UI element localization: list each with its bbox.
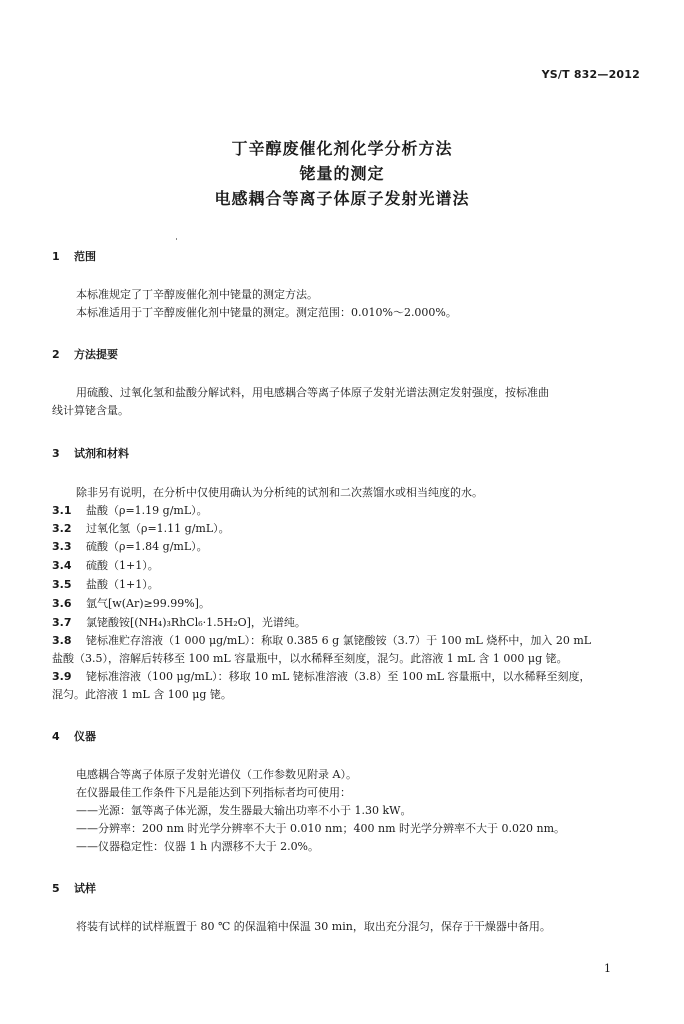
section-title: 方法提要 bbox=[74, 348, 118, 361]
section-1-heading bbox=[52, 248, 96, 264]
item-text: 硫酸（1+1）。 bbox=[86, 559, 159, 572]
section-5-heading bbox=[52, 880, 96, 896]
item-number: 3.2 bbox=[52, 522, 72, 535]
item-text: 盐酸（1+1）。 bbox=[86, 578, 159, 591]
item-text: 硫酸（ρ=1.84 g/mL）。 bbox=[86, 540, 208, 553]
section-number: 1 bbox=[52, 250, 60, 263]
item-text: 氯铑酸铵[(NH₄)₃RhCl₆·1.5H₂O]，光谱纯。 bbox=[86, 616, 306, 629]
item-number: 3.3 bbox=[52, 540, 72, 553]
item-text: 铑标准溶液（100 μg/mL）：移取 10 mL 铑标准溶液（3.8）至 100 mL 容量瓶中，以水稀释至刻度， bbox=[86, 670, 591, 683]
item-text: 盐酸（3.5），溶解后转移至 100 mL 容量瓶中，以水稀释至刻度，混匀。此溶液 1 mL 含 1 000 μg 铑。 bbox=[52, 652, 568, 665]
document-title-line-1: 丁辛醇废催化剂化学分析方法 bbox=[231, 139, 453, 158]
item-number: 3.6 bbox=[52, 597, 72, 610]
page-number: 1 bbox=[604, 962, 611, 975]
scan-speck bbox=[176, 238, 177, 240]
section-number: 3 bbox=[52, 447, 60, 460]
section-4-line: 电感耦合等离子体原子发射光谱仪（工作参数见附录 A）。 bbox=[76, 768, 357, 781]
item-number: 3.9 bbox=[52, 670, 72, 683]
item-text: 盐酸（ρ=1.19 g/mL）。 bbox=[86, 504, 208, 517]
document-title-line-2: 铑量的测定 bbox=[299, 164, 385, 183]
section-5-line: 将装有试样的试样瓶置于 80 ℃ 的保温箱中保温 30 min，取出充分混匀，保存于干燥器中备用。 bbox=[76, 920, 551, 933]
section-title: 试样 bbox=[74, 882, 96, 895]
item-number: 3.4 bbox=[52, 559, 72, 572]
item-number: 3.1 bbox=[52, 504, 72, 517]
reagent-item bbox=[52, 670, 591, 684]
section-number: 4 bbox=[52, 730, 60, 743]
reagent-item bbox=[52, 559, 159, 573]
item-text: 混匀。此溶液 1 mL 含 100 μg 铑。 bbox=[52, 688, 232, 701]
section-2-line: 用硫酸、过氧化氢和盐酸分解试料，用电感耦合等离子体原子发射光谱法测定发射强度，按标准曲 bbox=[76, 386, 549, 399]
reagent-item bbox=[52, 597, 210, 611]
section-title: 范围 bbox=[74, 250, 96, 263]
standard-code: YS/T 832—2012 bbox=[541, 68, 640, 81]
item-text: 铑标准贮存溶液（1 000 μg/mL）：称取 0.385 6 g 氯铑酸铵（3.7）于 100 mL 烧杯中，加入 20 mL bbox=[86, 634, 592, 647]
section-2-heading bbox=[52, 346, 118, 362]
reagent-item-continuation bbox=[52, 688, 232, 702]
section-3-heading bbox=[52, 445, 129, 461]
section-4-heading bbox=[52, 728, 96, 744]
section-number: 5 bbox=[52, 882, 60, 895]
reagent-item bbox=[52, 634, 591, 648]
item-number: 3.5 bbox=[52, 578, 72, 591]
document-title-line-3: 电感耦合等离子体原子发射光谱法 bbox=[214, 189, 470, 208]
item-text: 氩气[w(Ar)≥99.99%]。 bbox=[86, 597, 210, 610]
section-4-line: ——光源：氩等离子体光源，发生器最大输出功率不小于 1.30 kW。 bbox=[76, 804, 412, 817]
section-4-line: ——仪器稳定性：仪器 1 h 内漂移不大于 2.0%。 bbox=[76, 840, 320, 853]
section-1-line: 本标准适用于丁辛醇废催化剂中铑量的测定。测定范围：0.010%～2.000%。 bbox=[76, 306, 457, 319]
section-2-line: 线计算铑含量。 bbox=[52, 404, 129, 417]
section-title: 试剂和材料 bbox=[74, 447, 129, 460]
reagent-item bbox=[52, 522, 230, 536]
section-4-line: ——分辨率：200 nm 时光学分辨率不大于 0.010 nm；400 nm 时光学分辨率不大于 0.020 nm。 bbox=[76, 822, 566, 835]
section-title: 仪器 bbox=[74, 730, 96, 743]
item-number: 3.7 bbox=[52, 616, 72, 629]
section-1-line: 本标准规定了丁辛醇废催化剂中铑量的测定方法。 bbox=[76, 288, 318, 301]
reagent-item-continuation bbox=[52, 652, 568, 666]
reagent-item bbox=[52, 504, 208, 518]
item-number: 3.8 bbox=[52, 634, 72, 647]
reagent-item bbox=[52, 616, 306, 630]
item-text: 过氧化氢（ρ=1.11 g/mL）。 bbox=[86, 522, 230, 535]
reagent-item bbox=[52, 578, 159, 592]
section-3-intro: 除非另有说明，在分析中仅使用确认为分析纯的试剂和二次蒸馏水或相当纯度的水。 bbox=[76, 486, 483, 499]
section-4-line: 在仪器最佳工作条件下凡是能达到下列指标者均可使用： bbox=[76, 786, 351, 799]
section-number: 2 bbox=[52, 348, 60, 361]
reagent-item bbox=[52, 540, 208, 554]
